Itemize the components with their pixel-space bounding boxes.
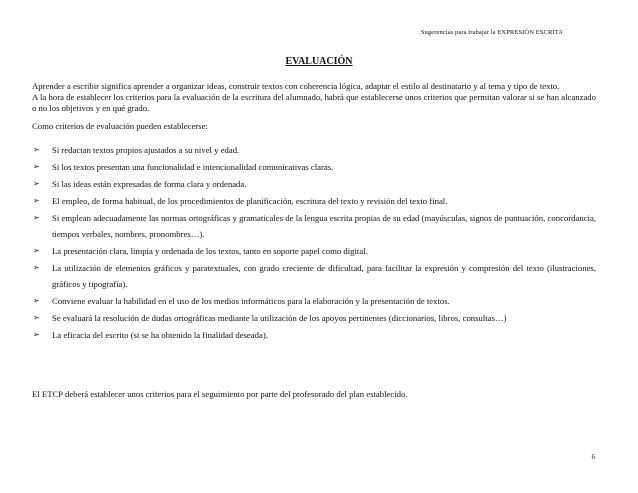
list-item-text: Se evaluará la resolución de dudas ortográficas mediante la utilización de los apoyos pertinentes (diccionarios, libros, consultas…): [52, 313, 507, 323]
intro-paragraph-2: A la hora de establecer los criterios para la evaluación de la escritura del alumnado, habrá que establecerse unos criterios que permitan valorar si se han alcanzado o no los objetivos y en qué grado.: [32, 92, 596, 113]
list-item-text: Si los textos presentan una funcionalidad e intencionalidad comunicativas claras.: [52, 162, 334, 172]
arrow-bullet-icon: ➢: [33, 179, 40, 188]
list-item-text: La eficacia del escrito (si se ha obtenido la finalidad deseada).: [52, 330, 268, 340]
list-item-text: Si las ideas están expresadas de forma clara y ordenada.: [52, 179, 247, 189]
arrow-bullet-icon: ➢: [33, 145, 40, 154]
page-number: 6: [591, 453, 595, 461]
list-item: [32, 193, 596, 209]
list-item: [32, 327, 596, 343]
arrow-bullet-icon: ➢: [33, 196, 40, 205]
list-item-text: Si emplean adecuadamente las normas ortográficas y gramaticales de la lengua escrita propias de su edad (mayúsculas, signos de puntuación, concordancia, tiempos verbales, nombres, pronombres…).: [52, 213, 596, 239]
intro-paragraph-1: Aprender a escribir significa aprender a organizar ideas, construir textos con coherencia lógica, adaptar el estilo al destinatario y al tema y tipo de texto.: [32, 81, 560, 91]
list-item: [32, 260, 596, 292]
list-item-text: Si redactan textos propios ajustados a su nivel y edad.: [52, 145, 240, 155]
list-item-text: Conviene evaluar la habilidad en el uso de los medios informáticos para la elaboración y la presentación de textos.: [52, 296, 450, 306]
closing-paragraph: El ETCP deberá establecer unos criterios para el seguimiento por parte del profesorado del plan establecido.: [32, 389, 408, 399]
arrow-bullet-icon: ➢: [33, 162, 40, 171]
list-item: [32, 210, 596, 242]
criteria-intro: Como criterios de evaluación pueden establecerse:: [32, 121, 208, 131]
arrow-bullet-icon: ➢: [33, 263, 40, 272]
list-item-text: La utilización de elementos gráficos y paratextuales, con grado creciente de dificultad, para facilitar la expresión y compresión del texto (ilustraciones, gráficos y tipografía).: [52, 263, 596, 289]
list-item: [32, 293, 596, 309]
list-item-text: La presentación clara, limpia y ordenada de los textos, tanto en soporte papel como digital.: [52, 246, 368, 256]
arrow-bullet-icon: ➢: [33, 313, 40, 322]
body-text: [32, 81, 596, 344]
criteria-list: [32, 142, 596, 343]
running-header: Sugerencias para trabajar la EXPRESIÓN ESCRITA: [420, 29, 563, 36]
list-item: [32, 310, 596, 326]
arrow-bullet-icon: ➢: [33, 246, 40, 255]
arrow-bullet-icon: ➢: [33, 330, 40, 339]
list-item-text: El empleo, de forma habitual, de los procedimientos de planificación, escritura del texto y revisión del texto final.: [52, 196, 448, 206]
arrow-bullet-icon: ➢: [33, 213, 40, 222]
list-item: [32, 176, 596, 192]
section-title: EVALUACIÓN: [285, 56, 353, 67]
list-item: [32, 159, 596, 175]
list-item: [32, 142, 596, 158]
list-item: [32, 243, 596, 259]
arrow-bullet-icon: ➢: [33, 296, 40, 305]
